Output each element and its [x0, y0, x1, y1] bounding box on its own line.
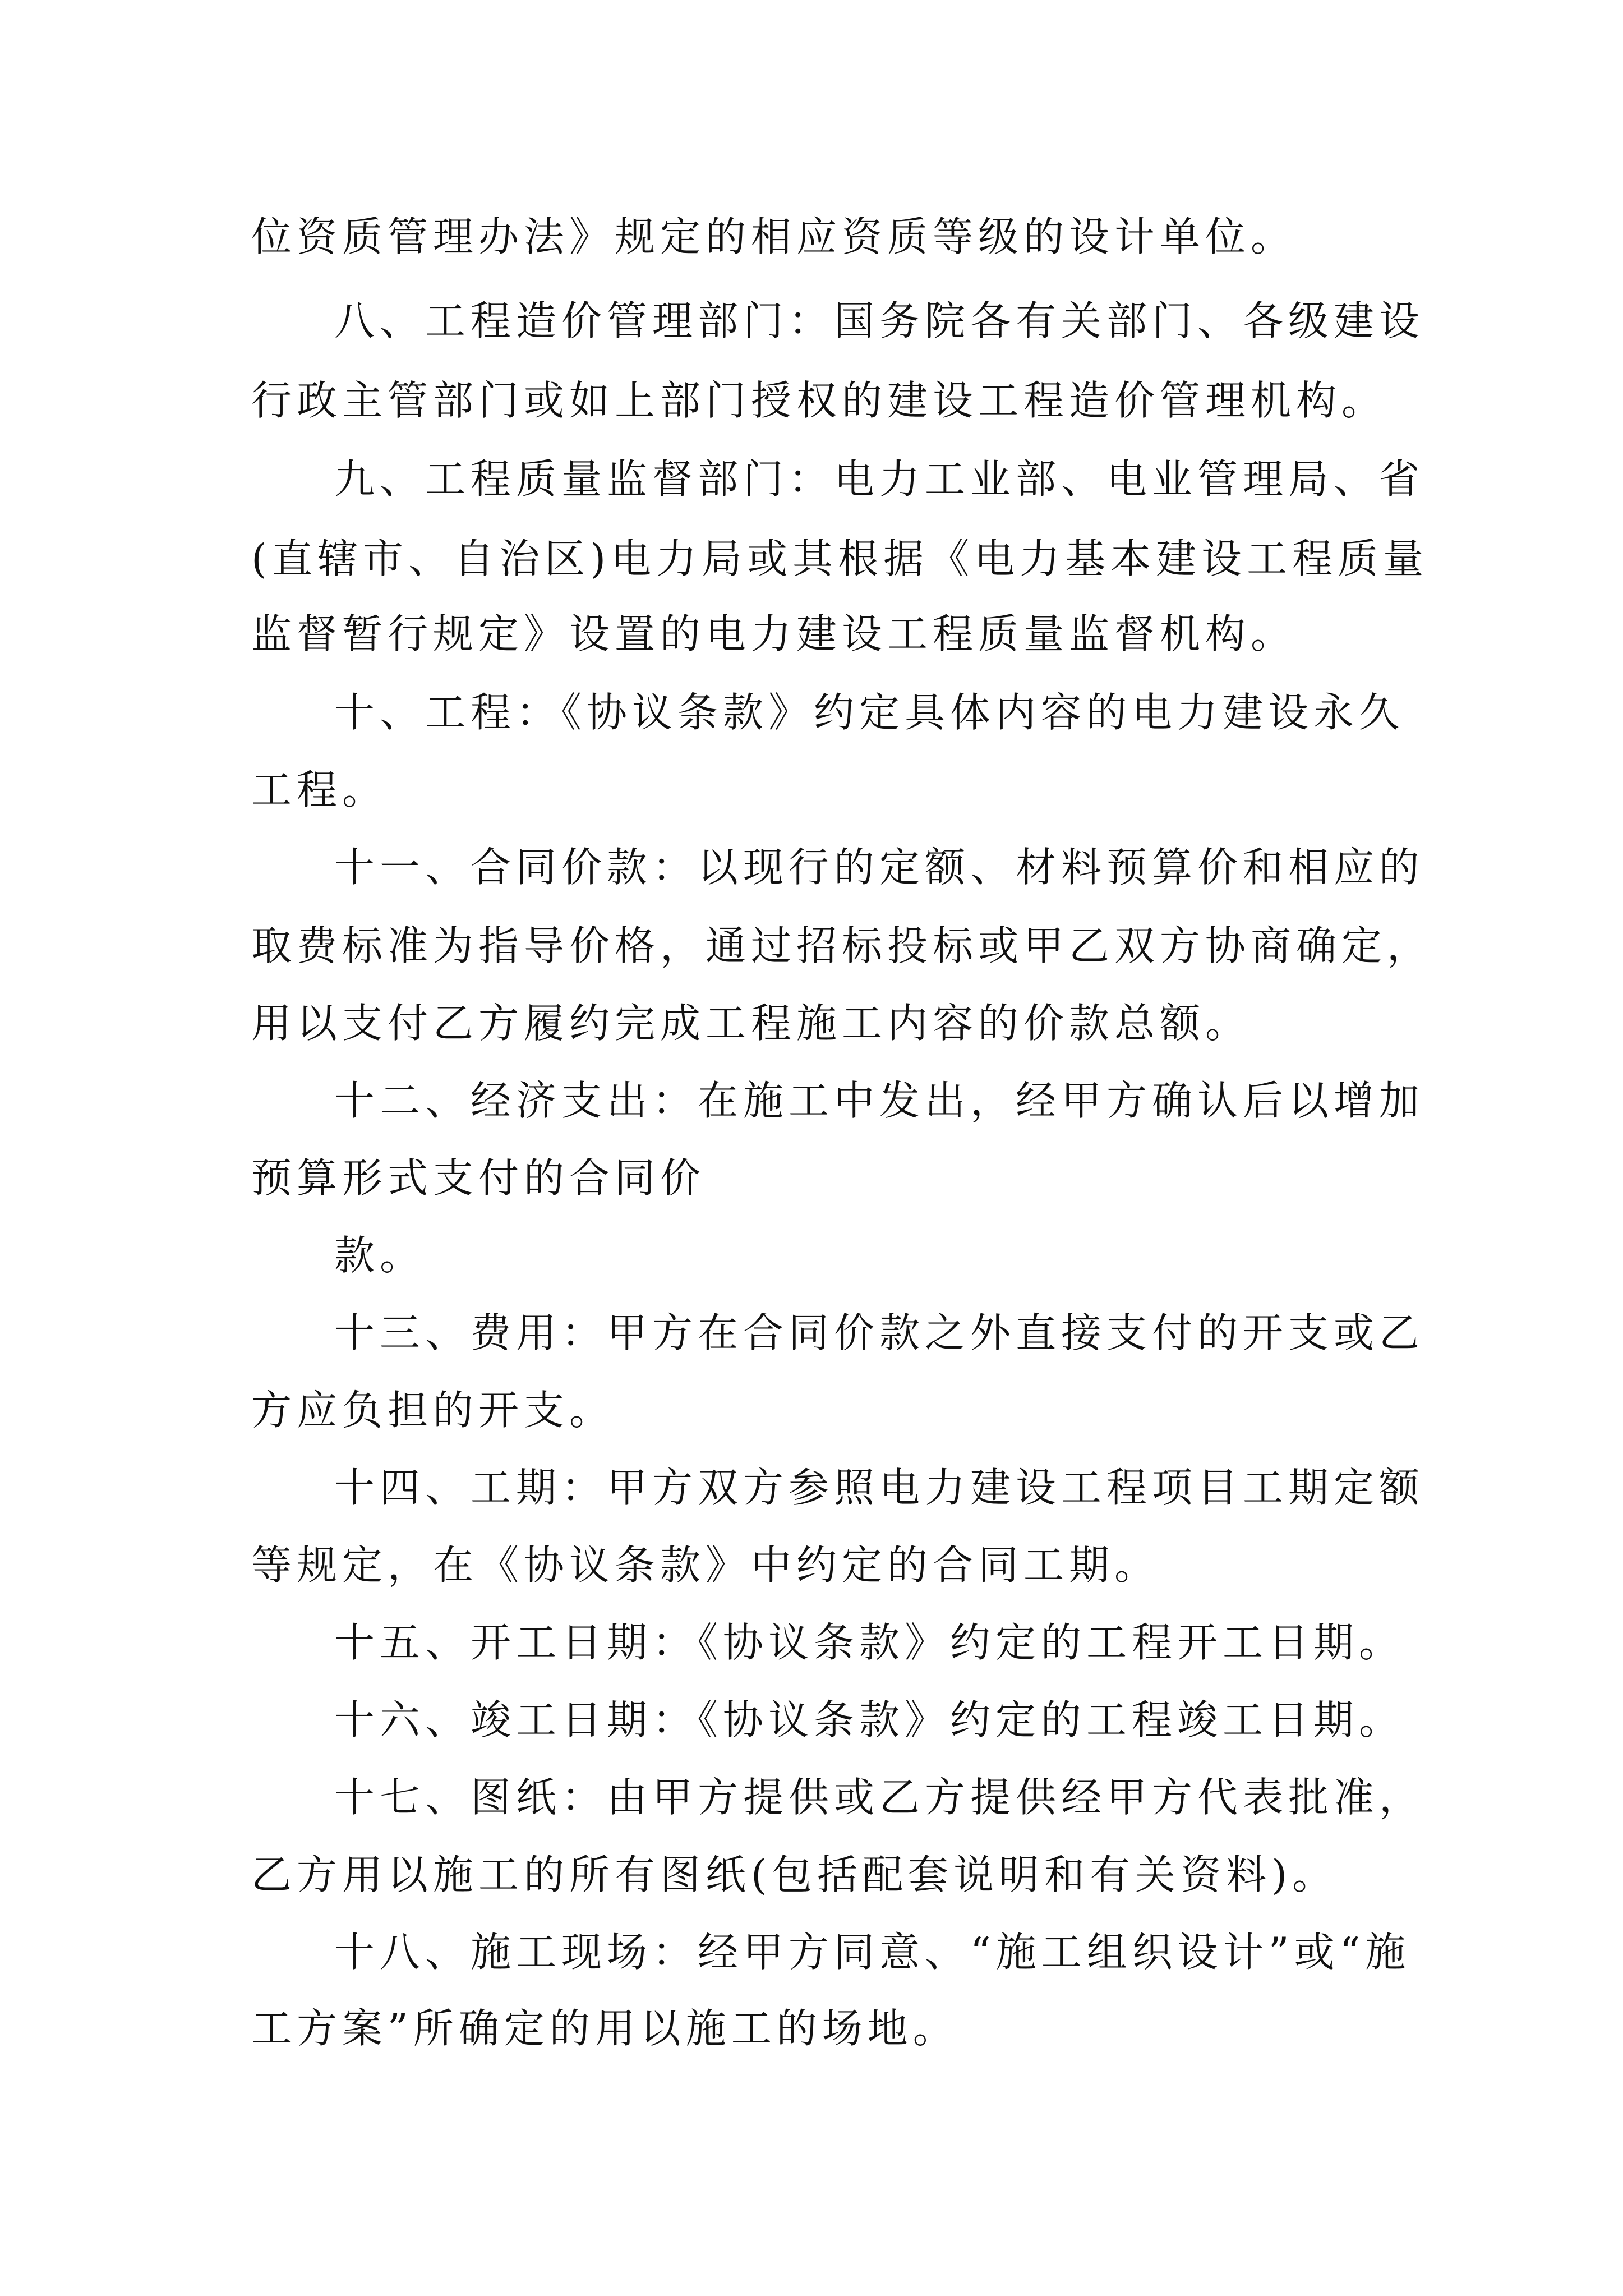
text-line: 取费标准为指导价格，通过招标投标或甲乙双方协商确定， — [251, 922, 1433, 969]
text-line: 乙方用以施工的所有图纸(包括配套说明和有关资料)。 — [251, 1851, 1338, 1898]
text-line: 工程。 — [251, 766, 388, 813]
text-line: 十八、施工现场：经甲方同意、“施工组织设计”或“施 — [334, 1929, 1411, 1976]
text-line: 款。 — [334, 1232, 426, 1279]
text-line: 十四、工期：甲方双方参照电力建设工程项目工期定额 — [334, 1464, 1425, 1511]
text-line: 方应负担的开支。 — [251, 1387, 615, 1434]
text-line: 十七、图纸：由甲方提供或乙方提供经甲方代表批准， — [334, 1774, 1425, 1821]
text-line: 九、工程质量监督部门：电力工业部、电业管理局、省 — [334, 455, 1425, 503]
text-line: 工方案”所确定的用以施工的场地。 — [251, 2005, 958, 2052]
text-line: 预算形式支付的合同价 — [251, 1154, 706, 1202]
text-line: 十六、竣工日期：《协议条款》约定的工程竣工日期。 — [334, 1696, 1405, 1743]
text-line: 十二、经济支出：在施工中发出，经甲方确认后以增加 — [334, 1077, 1425, 1124]
text-line: 十三、费用：甲方在合同价款之外直接支付的开支或乙 — [334, 1309, 1425, 1356]
text-line: 行政主管部门或如上部门授权的建设工程造价管理机构。 — [251, 377, 1387, 424]
text-line: 等规定，在《协议条款》中约定的合同工期。 — [251, 1542, 1160, 1589]
text-line: (直辖市、自治区)电力局或其根据《电力基本建设工程质量 — [251, 535, 1429, 582]
text-line: 用以支付乙方履约完成工程施工内容的价款总额。 — [251, 1000, 1251, 1047]
text-line: 十一、合同价款：以现行的定额、材料预算价和相应的 — [334, 844, 1425, 891]
text-line: 位资质管理办法》规定的相应资质等级的设计单位。 — [251, 213, 1297, 260]
text-line: 八、工程造价管理部门：国务院各有关部门、各级建设 — [334, 297, 1425, 344]
text-line: 监督暂行规定》设置的电力建设工程质量监督机构。 — [251, 610, 1297, 657]
text-line: 十五、开工日期：《协议条款》约定的工程开工日期。 — [334, 1619, 1405, 1666]
text-line: 十、工程：《协议条款》约定具体内容的电力建设永久 — [334, 689, 1405, 736]
